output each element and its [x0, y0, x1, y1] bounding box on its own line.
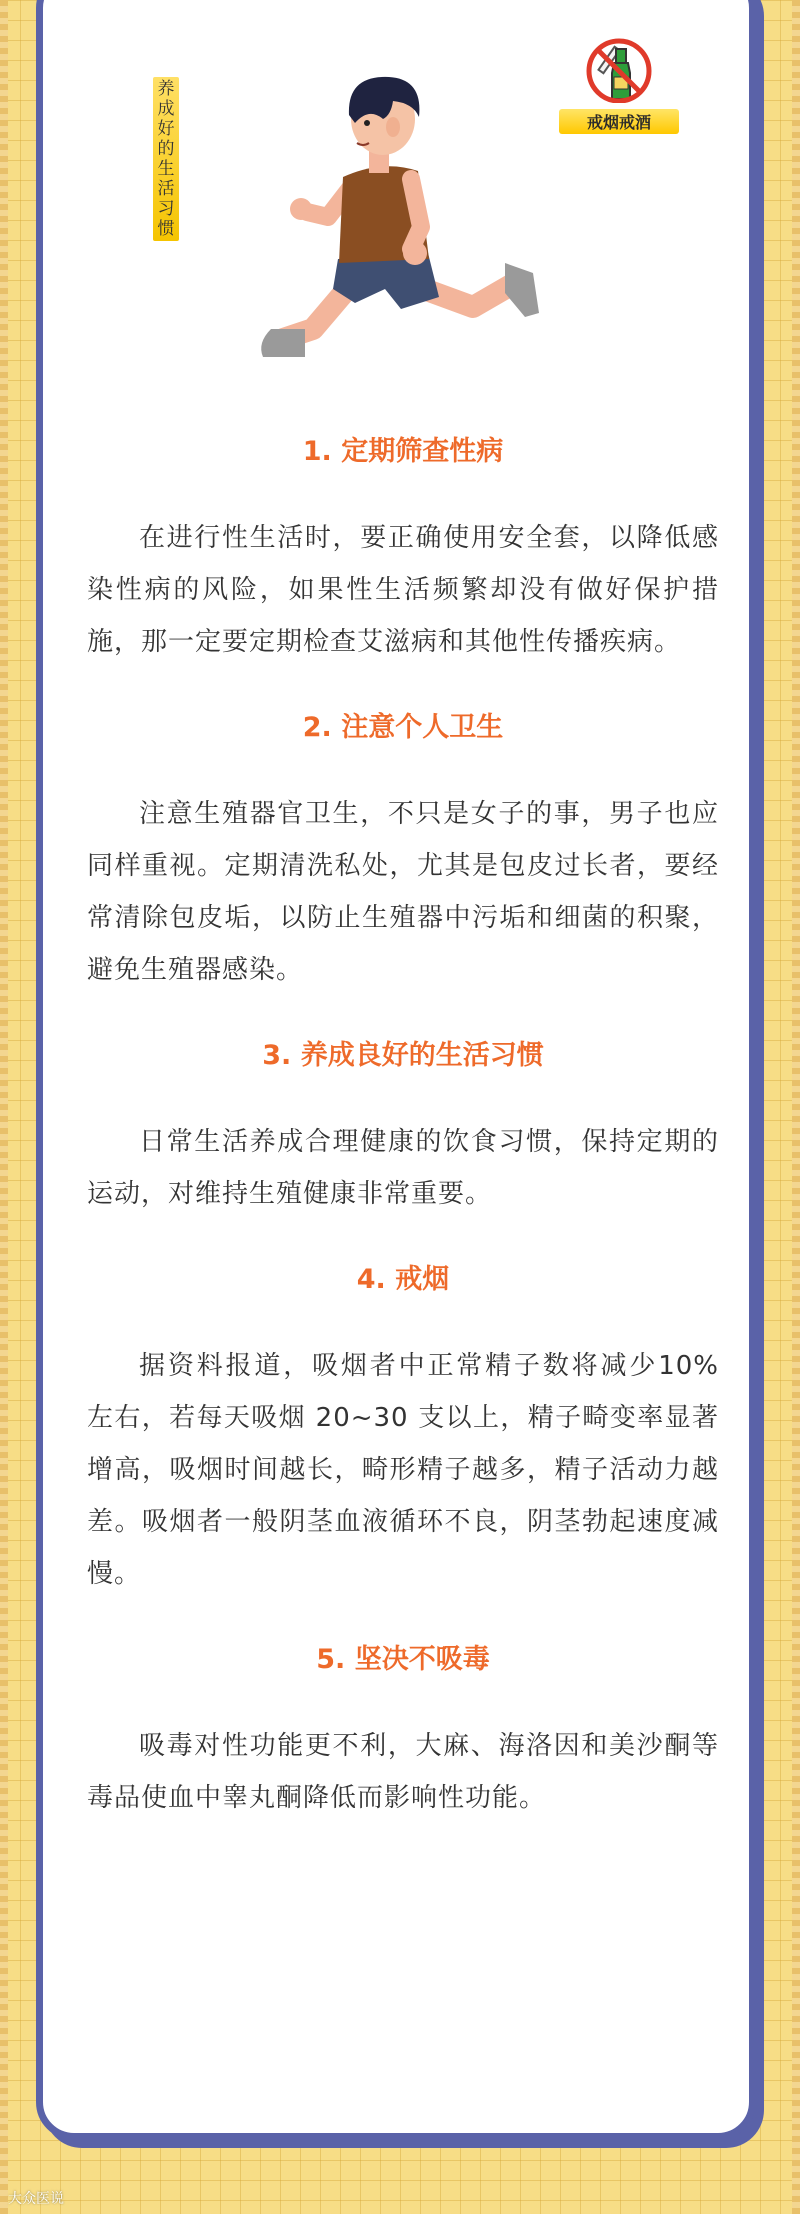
section-1: [87, 432, 719, 668]
section-paragraph: 据资料报道，吸烟者中正常精子数将减少10% 左右，若每天吸烟 20~30 支以上，精子畸变率显著增高，吸烟时间越长，畸形精子越多，精子活动力越差。吸烟者一般阴茎血液循环不良，阴茎勃起速度减慢。: [87, 1351, 719, 1589]
section-5: [87, 1640, 719, 1824]
article-card: [36, 0, 756, 2140]
section-paragraph: 日常生活养成合理健康的饮食习惯，保持定期的运动，对维持生殖健康非常重要。: [87, 1127, 719, 1209]
hero-illustration: [43, 7, 749, 427]
section-paragraph: 注意生殖器官卫生，不只是女子的事，男子也应同样重视。定期清洗私处，尤其是包皮过长者，要经常清除包皮垢，以防止生殖器中污垢和细菌的积聚，避免生殖器感染。: [87, 799, 719, 985]
section-heading: 4. 戒烟: [356, 1264, 450, 1295]
running-man-illustration: [243, 67, 583, 407]
section-heading: 5. 坚决不吸毒: [316, 1644, 490, 1675]
section-2: [87, 708, 719, 996]
section-4: [87, 1260, 719, 1600]
section-3: [87, 1036, 719, 1220]
section-heading: 3. 养成良好的生活习惯: [262, 1040, 544, 1071]
article-content: [87, 432, 719, 1824]
section-paragraph: 在进行性生活时，要正确使用安全套，以降低感染性病的风险，如果性生活频繁却没有做好保护措施，那一定要定期检查艾滋病和其他性传播疾病。: [87, 523, 719, 657]
watermark: 大众医说: [8, 2191, 64, 2207]
vertical-caption: 养成好的生活习惯: [153, 77, 179, 241]
badge-label: 戒烟戒酒: [559, 109, 679, 134]
section-paragraph: 吸毒对性功能更不利，大麻、海洛因和美沙酮等毒品使血中睾丸酮降低而影响性功能。: [87, 1731, 719, 1813]
no-smoking-no-drinking-icon: [581, 33, 657, 103]
right-edge-strip: [792, 0, 800, 2214]
section-heading: 1. 定期筛查性病: [302, 436, 504, 467]
section-heading: 2. 注意个人卫生: [302, 712, 504, 743]
left-edge-strip: [0, 0, 8, 2214]
